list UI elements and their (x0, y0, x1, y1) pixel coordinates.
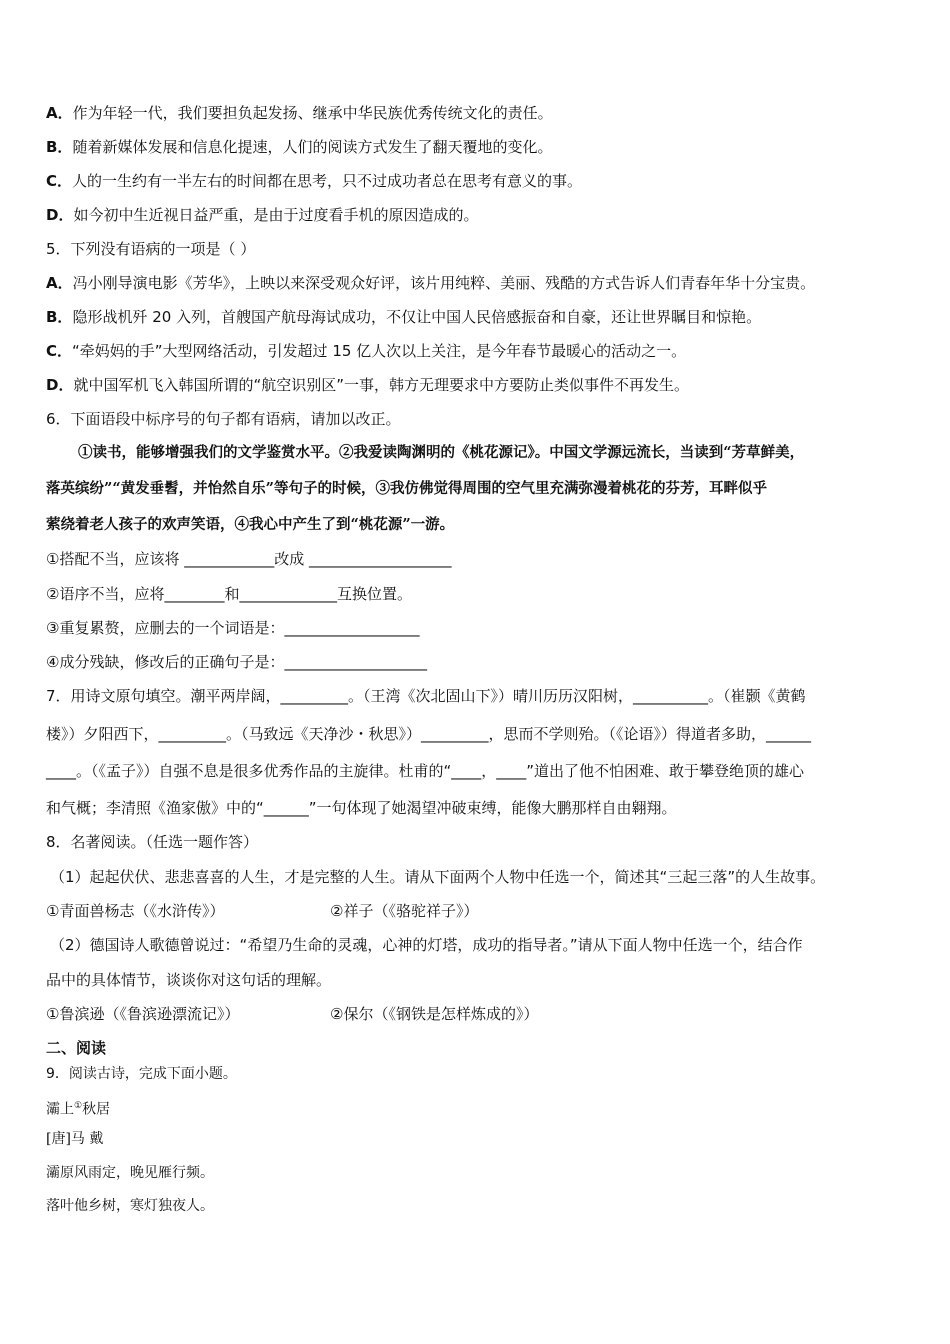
poem-title-rest: 秋居 (82, 1101, 111, 1118)
q4-option-d-label: D． (46, 206, 74, 224)
q8-part1-option-2: ②祥子（《骆驼祥子》） (330, 902, 479, 920)
q5-option-a (46, 272, 815, 294)
q5-option-b-text: 隐形战机歼 20 入列，首艘国产航母海试成功，不仅让中国人民倍感振奋和自豪，还让世界瞩目和惊艳。 (72, 308, 762, 326)
q5-option-c-text: “牵妈妈的手”大型网络活动，引发超过 15 亿人次以上关注，是今年春节最暖心的活动之一。 (72, 342, 687, 360)
q6-stem: 6．下面语段中标序号的句子都有语病，请加以改正。 (46, 410, 401, 428)
q7-line-1: 7．用诗文原句填空。潮平两岸阔，_________。（王湾《次北固山下》）晴川历历汉阳树，__________。（崔颢《黄鹤 (46, 687, 806, 705)
q5-option-b-label: B． (46, 308, 73, 326)
q7-line-4: 和气概；李清照《渔家傲》中的“______”一句体现了她渴望冲破束缚，能像大鹏那样自由翱翔。 (46, 799, 677, 817)
q4-option-a-text: 作为年轻一代，我们要担负起发扬、继承中华民族优秀传统文化的责任。 (72, 104, 553, 122)
poem-title (46, 1095, 110, 1121)
poem-line-1: 灞原风雨定，晚见雁行频。 (46, 1165, 214, 1181)
q8-part2-line-1: （2）德国诗人歌德曾说过：“希望乃生命的灵魂，心神的灯塔，成功的指导者。”请从下面人物中任选一个，结合作 (50, 936, 803, 954)
q6-passage-line-3: 萦绕着老人孩子的欢声笑语，④我心中产生了到“桃花源”一游。 (46, 516, 455, 533)
q7-line-2: 楼》）夕阳西下，_________。（马致远《天净沙・秋思》）_________，思而不学则殆。（《论语》）得道者多助，______ (46, 725, 812, 743)
q8-part1-option-1: ①青面兽杨志（《水浒传》） (46, 902, 225, 920)
q5-option-b (46, 306, 761, 328)
q8-stem: 8．名著阅读。（任选一题作答） (46, 833, 259, 851)
q4-option-b (46, 136, 552, 158)
q4-option-d (46, 204, 478, 226)
q6-answer-1: ①搭配不当，应该将 ____________改成 ___________________ (46, 550, 452, 568)
q5-option-a-text: 冯小刚导演电影《芳华》，上映以来深受观众好评，该片用纯粹、美丽、残酷的方式告诉人们青春年华十分宝贵。 (72, 274, 816, 292)
q5-option-c (46, 340, 686, 362)
q5-option-d-text: 就中国军机飞入韩国所谓的“航空识别区”一事，韩方无理要求中方要防止类似事件不再发生。 (73, 376, 689, 394)
poem-title-footnote: ① (74, 1101, 83, 1111)
q7-line-3: ____。（《孟子》）自强不息是很多优秀作品的主旋律。杜甫的“____，____”道出了他不怕困难、敢于攀登绝顶的雄心 (46, 762, 805, 780)
q4-option-c-label: C． (46, 172, 73, 190)
q5-option-d (46, 374, 689, 396)
q4-option-d-text: 如今初中生近视日益严重，是由于过度看手机的原因造成的。 (73, 206, 479, 224)
q4-option-a (46, 102, 553, 124)
poem-title-text: 灞上 (46, 1101, 74, 1118)
q5-option-a-label: A． (46, 274, 73, 292)
q6-answer-4: ④成分残缺，修改后的正确句子是：___________________ (46, 653, 427, 671)
q8-part2-line-2: 品中的具体情节，谈谈你对这句话的理解。 (46, 971, 332, 989)
q8-part2-option-1: ①鲁滨逊（《鲁滨逊漂流记》） (46, 1005, 240, 1023)
q5-stem: 5．下列没有语病的一项是（ ） (46, 240, 256, 258)
q6-passage-line-1: ①读书，能够增强我们的文学鉴赏水平。②我爱读陶渊明的《桃花源记》。中国文学源远流长，当读到“芳草鲜美， (78, 444, 805, 461)
q4-option-c-text: 人的一生约有一半左右的时间都在思考，只不过成功者总在思考有意义的事。 (72, 172, 583, 190)
q8-part1: （1）起起伏伏、悲悲喜喜的人生，才是完整的人生。请从下面两个人物中任选一个，简述其“三起三落”的人生故事。 (50, 868, 826, 886)
q6-answer-2: ②语序不当，应将________和_____________互换位置。 (46, 585, 412, 603)
q4-option-b-label: B． (46, 138, 73, 156)
q4-option-b-text: 随着新媒体发展和信息化提速，人们的阅读方式发生了翻天覆地的变化。 (72, 138, 553, 156)
q6-passage-line-2: 落英缤纷”“黄发垂髫，并怡然自乐”等句子的时候，③我仿佛觉得周围的空气里充满弥漫着桃花的芬芳，耳畔似乎 (46, 480, 768, 497)
q5-option-c-label: C． (46, 342, 73, 360)
q6-answer-3: ③重复累赘，应删去的一个词语是：__________________ (46, 619, 420, 637)
poem-author: [唐]马 戴 (46, 1131, 104, 1147)
q4-option-c (46, 170, 582, 192)
q8-part2-option-2: ②保尔（《钢铁是怎样炼成的》） (330, 1005, 539, 1023)
q4-option-a-label: A． (46, 104, 73, 122)
section-title: 二、阅读 (46, 1039, 107, 1057)
q5-option-d-label: D． (46, 376, 74, 394)
q9-stem: 9．阅读古诗，完成下面小题。 (46, 1066, 237, 1082)
poem-line-2: 落叶他乡树，寒灯独夜人。 (46, 1198, 214, 1214)
